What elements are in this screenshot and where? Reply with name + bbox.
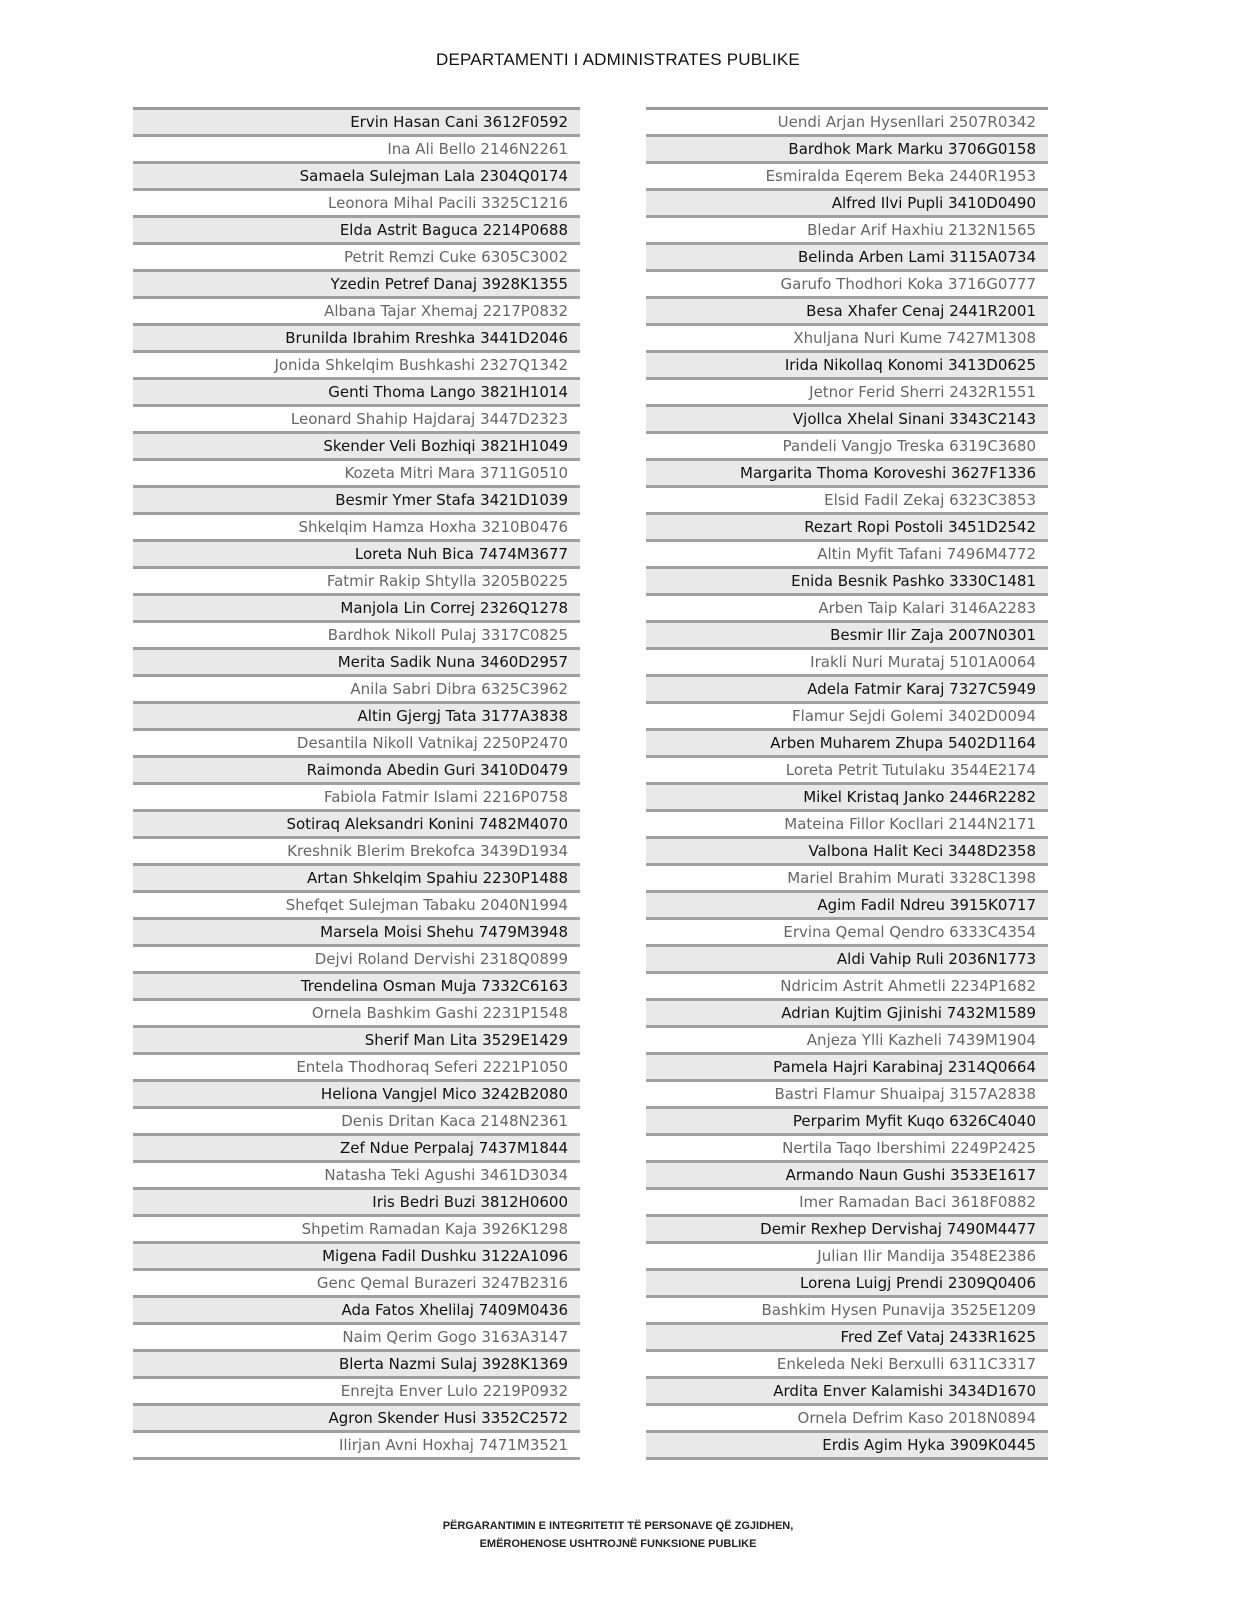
list-item: Arben Taip Kalari 3146A2283 bbox=[646, 596, 1048, 623]
list-item: Raimonda Abedin Guri 3410D0479 bbox=[133, 758, 580, 785]
document-title: DEPARTAMENTI I ADMINISTRATES PUBLIKE bbox=[436, 50, 800, 69]
list-item: Sherif Man Lita 3529E1429 bbox=[133, 1028, 580, 1055]
list-item: Kozeta Mitri Mara 3711G0510 bbox=[133, 461, 580, 488]
list-item: Ilirjan Avni Hoxhaj 7471M3521 bbox=[133, 1433, 580, 1460]
list-item: Agron Skender Husi 3352C2572 bbox=[133, 1406, 580, 1433]
list-item: Besa Xhafer Cenaj 2441R2001 bbox=[646, 299, 1048, 326]
list-item: Elsid Fadil Zekaj 6323C3853 bbox=[646, 488, 1048, 515]
list-item: Enrejta Enver Lulo 2219P0932 bbox=[133, 1379, 580, 1406]
list-item: Ornela Bashkim Gashi 2231P1548 bbox=[133, 1001, 580, 1028]
list-item: Enida Besnik Pashko 3330C1481 bbox=[646, 569, 1048, 596]
list-item: Dejvi Roland Dervishi 2318Q0899 bbox=[133, 947, 580, 974]
list-item: Samaela Sulejman Lala 2304Q0174 bbox=[133, 164, 580, 191]
list-item: Margarita Thoma Koroveshi 3627F1336 bbox=[646, 461, 1048, 488]
list-item: Fatmir Rakip Shtylla 3205B0225 bbox=[133, 569, 580, 596]
right-name-column bbox=[646, 107, 1048, 1460]
list-item: Adela Fatmir Karaj 7327C5949 bbox=[646, 677, 1048, 704]
list-item: Marsela Moisi Shehu 7479M3948 bbox=[133, 920, 580, 947]
list-item: Nertila Taqo Ibershimi 2249P2425 bbox=[646, 1136, 1048, 1163]
footer-note bbox=[0, 1517, 1236, 1553]
list-item: Skender Veli Bozhiqi 3821H1049 bbox=[133, 434, 580, 461]
list-item: Irida Nikollaq Konomi 3413D0625 bbox=[646, 353, 1048, 380]
list-item: Mateina Fillor Kocllari 2144N2171 bbox=[646, 812, 1048, 839]
list-item: Heliona Vangjel Mico 3242B2080 bbox=[133, 1082, 580, 1109]
list-item: Bledar Arif Haxhiu 2132N1565 bbox=[646, 218, 1048, 245]
list-item: Artan Shkelqim Spahiu 2230P1488 bbox=[133, 866, 580, 893]
list-item: Erdis Agim Hyka 3909K0445 bbox=[646, 1433, 1048, 1460]
list-item: Sotiraq Aleksandri Konini 7482M4070 bbox=[133, 812, 580, 839]
list-item: Ada Fatos Xhelilaj 7409M0436 bbox=[133, 1298, 580, 1325]
list-item: Bastri Flamur Shuaipaj 3157A2838 bbox=[646, 1082, 1048, 1109]
list-item: Arben Muharem Zhupa 5402D1164 bbox=[646, 731, 1048, 758]
list-item: Fred Zef Vataj 2433R1625 bbox=[646, 1325, 1048, 1352]
list-item: Armando Naun Gushi 3533E1617 bbox=[646, 1163, 1048, 1190]
list-item: Rezart Ropi Postoli 3451D2542 bbox=[646, 515, 1048, 542]
list-item: Shkelqim Hamza Hoxha 3210B0476 bbox=[133, 515, 580, 542]
list-item: Ardita Enver Kalamishi 3434D1670 bbox=[646, 1379, 1048, 1406]
list-item: Fabiola Fatmir Islami 2216P0758 bbox=[133, 785, 580, 812]
list-item: Ervina Qemal Qendro 6333C4354 bbox=[646, 920, 1048, 947]
list-item: Mikel Kristaq Janko 2446R2282 bbox=[646, 785, 1048, 812]
list-item: Anila Sabri Dibra 6325C3962 bbox=[133, 677, 580, 704]
list-item: Bardhok Mark Marku 3706G0158 bbox=[646, 137, 1048, 164]
list-item: Besmir Ilir Zaja 2007N0301 bbox=[646, 623, 1048, 650]
list-item: Mariel Brahim Murati 3328C1398 bbox=[646, 866, 1048, 893]
list-item: Belinda Arben Lami 3115A0734 bbox=[646, 245, 1048, 272]
list-item: Leonora Mihal Pacili 3325C1216 bbox=[133, 191, 580, 218]
list-item: Ndricim Astrit Ahmetli 2234P1682 bbox=[646, 974, 1048, 1001]
list-item: Denis Dritan Kaca 2148N2361 bbox=[133, 1109, 580, 1136]
list-item: Trendelina Osman Muja 7332C6163 bbox=[133, 974, 580, 1001]
list-item: Enkeleda Neki Berxulli 6311C3317 bbox=[646, 1352, 1048, 1379]
list-item: Genti Thoma Lango 3821H1014 bbox=[133, 380, 580, 407]
list-item: Ornela Defrim Kaso 2018N0894 bbox=[646, 1406, 1048, 1433]
list-item: Altin Gjergj Tata 3177A3838 bbox=[133, 704, 580, 731]
list-item: Ervin Hasan Cani 3612F0592 bbox=[133, 110, 580, 137]
list-item: Pandeli Vangjo Treska 6319C3680 bbox=[646, 434, 1048, 461]
list-item: Flamur Sejdi Golemi 3402D0094 bbox=[646, 704, 1048, 731]
list-item: Irakli Nuri Murataj 5101A0064 bbox=[646, 650, 1048, 677]
list-item: Albana Tajar Xhemaj 2217P0832 bbox=[133, 299, 580, 326]
list-item: Shefqet Sulejman Tabaku 2040N1994 bbox=[133, 893, 580, 920]
list-item: Bardhok Nikoll Pulaj 3317C0825 bbox=[133, 623, 580, 650]
list-item: Altin Myfit Tafani 7496M4772 bbox=[646, 542, 1048, 569]
list-item: Ina Ali Bello 2146N2261 bbox=[133, 137, 580, 164]
list-item: Elda Astrit Baguca 2214P0688 bbox=[133, 218, 580, 245]
list-item: Iris Bedri Buzi 3812H0600 bbox=[133, 1190, 580, 1217]
list-item: Valbona Halit Keci 3448D2358 bbox=[646, 839, 1048, 866]
list-item: Jonida Shkelqim Bushkashi 2327Q1342 bbox=[133, 353, 580, 380]
list-item: Genc Qemal Burazeri 3247B2316 bbox=[133, 1271, 580, 1298]
list-item: Adrian Kujtim Gjinishi 7432M1589 bbox=[646, 1001, 1048, 1028]
list-item: Loreta Nuh Bica 7474M3677 bbox=[133, 542, 580, 569]
footer-line-1: PËRGARANTIMIN E INTEGRITETIT TË PERSONAVE QË ZGJIDHEN, bbox=[442, 1520, 794, 1532]
list-item: Alfred Ilvi Pupli 3410D0490 bbox=[646, 191, 1048, 218]
list-item: Zef Ndue Perpalaj 7437M1844 bbox=[133, 1136, 580, 1163]
list-item: Kreshnik Blerim Brekofca 3439D1934 bbox=[133, 839, 580, 866]
list-item: Blerta Nazmi Sulaj 3928K1369 bbox=[133, 1352, 580, 1379]
list-item: Naim Qerim Gogo 3163A3147 bbox=[133, 1325, 580, 1352]
list-item: Besmir Ymer Stafa 3421D1039 bbox=[133, 488, 580, 515]
list-item: Esmiralda Eqerem Beka 2440R1953 bbox=[646, 164, 1048, 191]
footer-line-2: EMËROHENOSE USHTROJNË FUNKSIONE PUBLIKE bbox=[479, 1538, 757, 1550]
list-item: Pamela Hajri Karabinaj 2314Q0664 bbox=[646, 1055, 1048, 1082]
list-item: Leonard Shahip Hajdaraj 3447D2323 bbox=[133, 407, 580, 434]
list-item: Natasha Teki Agushi 3461D3034 bbox=[133, 1163, 580, 1190]
list-item: Loreta Petrit Tutulaku 3544E2174 bbox=[646, 758, 1048, 785]
list-item: Migena Fadil Dushku 3122A1096 bbox=[133, 1244, 580, 1271]
list-item: Xhuljana Nuri Kume 7427M1308 bbox=[646, 326, 1048, 353]
list-item: Perparim Myfit Kuqo 6326C4040 bbox=[646, 1109, 1048, 1136]
list-item: Imer Ramadan Baci 3618F0882 bbox=[646, 1190, 1048, 1217]
left-name-column bbox=[133, 107, 580, 1460]
list-item: Petrit Remzi Cuke 6305C3002 bbox=[133, 245, 580, 272]
list-item: Shpetim Ramadan Kaja 3926K1298 bbox=[133, 1217, 580, 1244]
list-item: Garufo Thodhori Koka 3716G0777 bbox=[646, 272, 1048, 299]
list-item: Yzedin Petref Danaj 3928K1355 bbox=[133, 272, 580, 299]
list-item: Demir Rexhep Dervishaj 7490M4477 bbox=[646, 1217, 1048, 1244]
list-item: Uendi Arjan Hysenllari 2507R0342 bbox=[646, 110, 1048, 137]
list-item: Aldi Vahip Ruli 2036N1773 bbox=[646, 947, 1048, 974]
list-item: Entela Thodhoraq Seferi 2221P1050 bbox=[133, 1055, 580, 1082]
list-item: Anjeza Ylli Kazheli 7439M1904 bbox=[646, 1028, 1048, 1055]
list-item: Vjollca Xhelal Sinani 3343C2143 bbox=[646, 407, 1048, 434]
list-item: Agim Fadil Ndreu 3915K0717 bbox=[646, 893, 1048, 920]
list-item: Jetnor Ferid Sherri 2432R1551 bbox=[646, 380, 1048, 407]
list-item: Julian Ilir Mandija 3548E2386 bbox=[646, 1244, 1048, 1271]
list-item: Brunilda Ibrahim Rreshka 3441D2046 bbox=[133, 326, 580, 353]
list-item: Bashkim Hysen Punavija 3525E1209 bbox=[646, 1298, 1048, 1325]
list-item: Desantila Nikoll Vatnikaj 2250P2470 bbox=[133, 731, 580, 758]
list-item: Manjola Lin Correj 2326Q1278 bbox=[133, 596, 580, 623]
list-item: Lorena Luigj Prendi 2309Q0406 bbox=[646, 1271, 1048, 1298]
list-item: Merita Sadik Nuna 3460D2957 bbox=[133, 650, 580, 677]
